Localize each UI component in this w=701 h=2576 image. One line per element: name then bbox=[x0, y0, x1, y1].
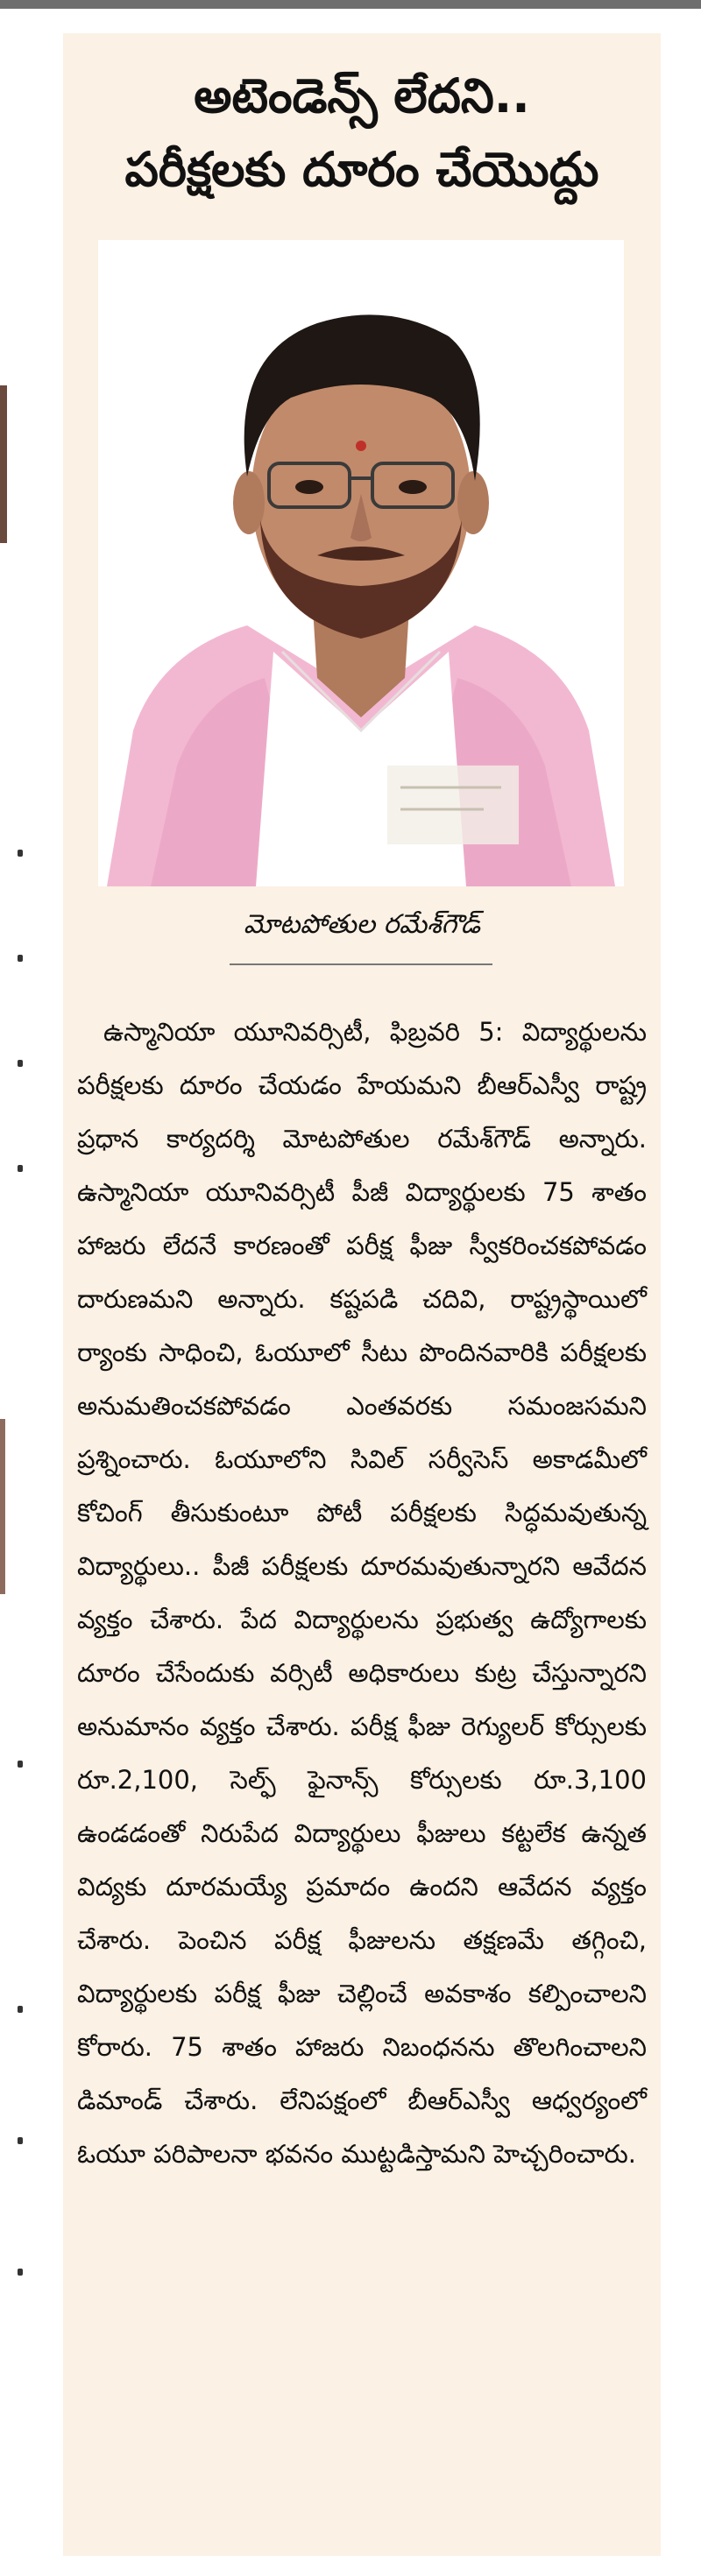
photo-caption: మోటపోతుల రమేశ్‌గౌడ్ bbox=[243, 909, 481, 940]
headline-line-2: పరీక్షలకు దూరం చేయొద్దు bbox=[124, 142, 599, 197]
adjacent-text-fragment bbox=[18, 2269, 23, 2276]
adjacent-text-fragment bbox=[18, 1060, 23, 1067]
adjacent-column-strip bbox=[0, 9, 39, 2576]
news-article bbox=[63, 33, 661, 2556]
adjacent-text-fragment bbox=[18, 955, 23, 962]
portrait-illustration bbox=[98, 240, 624, 886]
adjacent-text-fragment bbox=[18, 2006, 23, 2013]
article-headline bbox=[63, 60, 661, 207]
adjacent-photo-edge bbox=[0, 1419, 5, 1594]
portrait-photo bbox=[98, 240, 624, 886]
adjacent-text-fragment bbox=[18, 1761, 23, 1768]
adjacent-text-fragment bbox=[18, 2137, 23, 2144]
adjacent-photo-edge bbox=[0, 385, 7, 543]
top-rule bbox=[0, 0, 701, 9]
article-body: ఉస్మానియా యూనివర్సిటీ, ఫిబ్రవరి 5: విద్యార్థులను పరీక్షలకు దూరం చేయడం హేయమని బీఆర్‌ఎస్వీ రాష్ట్ర ప్రధాన కార్యదర్శి మోటపోతుల రమేశ్‌గౌడ్ అన్నారు. ఉస్మానియా యూనివర్సిటీ పీజీ విద్యార్థులకు 75 శాతం హాజరు లేదనే కారణంతో పరీక్ష ఫీజు స్వీకరించకపోవడం దారుణమని అన్నారు. కష్టపడి చదివి, రాష్ట్రస్థాయిలో ర్యాంకు సాధించి, ఓయూలో సీటు పొందినవారికి పరీక్షలకు అనుమతించకపోవడం ఎంతవరకు సమంజసమని ప్రశ్నించారు. ఓయూలోని సివిల్ సర్వీసెస్ అకాడమీలో కోచింగ్ తీసుకుంటూ పోటీ పరీక్షలకు సిద్ధమవుతున్న విద్యార్థులు.. పీజీ పరీక్షలకు దూరమవుతున్నారని ఆవేదన వ్యక్తం చేశారు. పేద విద్యార్థులను ప్రభుత్వ ఉద్యోగాలకు దూరం చేసేందుకు వర్సిటీ అధికారులు కుట్ర చేస్తున్నారని అనుమానం వ్యక్తం చేశారు. పరీక్ష ఫీజు రెగ్యులర్ కోర్సులకు రూ.2,100, సెల్ఫ్ ఫైనాన్స్ కోర్సులకు రూ.3,100 ఉండడంతో నిరుపేద విద్యార్థులు ఫీజులు కట్టలేక ఉన్నత విద్యకు దూరమయ్యే ప్రమాదం ఉందని ఆవేదన వ్యక్తం చేశారు. పెంచిన పరీక్ష ఫీజులను తక్షణమే తగ్గించి, విద్యార్థులకు పరీక్ష ఫీజు చెల్లించే అవకాశం కల్పించాలని కోరారు. 75 శాతం హాజరు నిబంధనను తొలగించాలని డిమాండ్ చేశారు. లేనిపక్షంలో బీఆర్‌ఎస్వీ ఆధ్వర్యంలో ఓయూ పరిపాలనా భవనం ముట్టడిస్తామని హెచ్చరించారు. bbox=[77, 1017, 647, 2169]
caption-divider bbox=[230, 963, 492, 965]
headline-line-1: అటెండెన్స్ లేదని.. bbox=[194, 68, 530, 124]
adjacent-text-fragment bbox=[18, 850, 23, 857]
adjacent-text-fragment bbox=[18, 1165, 23, 1172]
